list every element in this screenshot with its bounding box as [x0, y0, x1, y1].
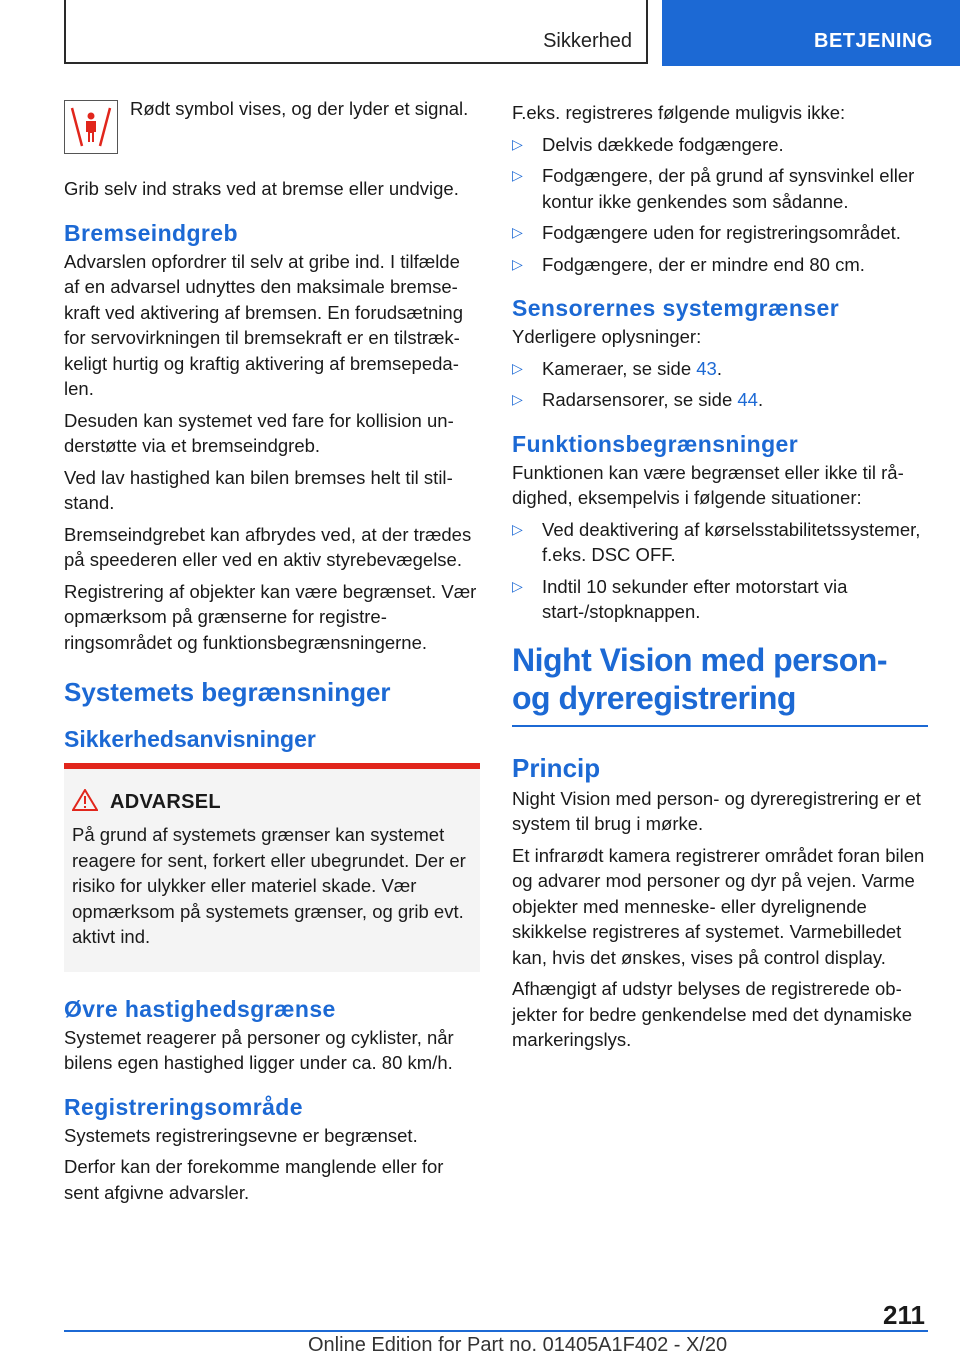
bullet-list	[512, 132, 928, 278]
list-item-text: Indtil 10 sekunder efter motorstart via start-/stopknappen.	[542, 575, 848, 622]
paragraph: Desuden kan systemet ved fare for kollision understøtte via et bremseindgreb.	[64, 409, 454, 456]
list-item	[512, 163, 928, 214]
paragraph: Grib selv ind straks ved at bremse eller undvige.	[64, 178, 459, 199]
bullet-triangle-icon: ▷	[512, 577, 523, 594]
page-link-44[interactable]: 44	[737, 389, 758, 410]
list-item-text: Fodgængere uden for registreringsområdet.	[542, 222, 901, 243]
warning-title: ADVARSEL	[110, 791, 221, 813]
list-item-text: Delvis dækkede fodgængere.	[542, 133, 784, 155]
paragraph: Afhængigt af udstyr belyses de registrerede objekter for bedre genkendelse med det dynamiske markeringslys.	[512, 978, 913, 1050]
list-item	[512, 574, 928, 625]
heading-princip: Princip	[512, 752, 601, 783]
paragraph: Registrering af objekter kan være begrænset. Vær opmærksom på grænserne for registreringsområdet og funktionsbegrænsningerne.	[64, 580, 477, 653]
footer-divider	[64, 1330, 928, 1332]
heading-funktionsbegraensninger: Funktionsbegrænsninger	[512, 430, 799, 457]
chapter-tab[interactable]	[662, 0, 960, 66]
page-number: 211	[883, 1300, 925, 1330]
heading-sikkerhedsanvisninger: Sikkerhedsanvisninger	[64, 726, 316, 752]
paragraph: Yderligere oplysninger:	[512, 326, 702, 347]
chapter-tab-label: BETJENING	[814, 30, 933, 52]
list-item-text: Fodgængere, der på grund af synsvinkel eller kontur ikke genkendes som sådanne.	[542, 165, 915, 212]
symbol-row	[64, 100, 480, 154]
footer-edition: Online Edition for Part no. 01405A1F402 - X/20	[308, 1334, 728, 1356]
bullet-triangle-icon: ▷	[512, 520, 523, 537]
list-item-end: .	[757, 389, 764, 410]
bullet-triangle-icon: ▷	[512, 224, 523, 240]
heading-oevre-hastighedsgraense: Øvre hastighedsgrænse	[64, 995, 336, 1022]
pedestrian-warning-icon	[64, 100, 118, 154]
warning-text: På grund af systemets grænser kan systemet reagere for sent, forkert eller ubegrundet. Der er risiko for ulykker eller materiel skade. Vær opmærksom på systemets grænser, og grib evt. aktivt ind.	[72, 824, 466, 947]
bullet-triangle-icon: ▷	[512, 359, 523, 376]
paragraph: Derfor kan der forekomme manglende eller for sent afgivne advarsler.	[64, 1156, 444, 1203]
bullet-list	[512, 356, 928, 413]
heading-night-vision: Night Vision med person- og dyreregistrering	[512, 641, 928, 727]
paragraph: Advarslen opfordrer til selv at gribe ind. I tilfælde af en advarsel udnyttes den maksimale bremsekraft ved aktivering af bremsen. En forudsætning for servovirkningen til bremsekraft er en tilstrækkeligt hurtig og kraftig aktivering af bremsepedalen.	[64, 250, 463, 399]
header-left-frame	[64, 0, 648, 64]
right-column	[512, 100, 928, 1059]
paragraph: Night Vision med person- og dyreregistrering er et system til brug i mørke.	[512, 787, 921, 834]
paragraph: Funktionen kan være begrænset eller ikke til rådighed, eksempelvis i følgende situationer:	[512, 461, 904, 508]
paragraph: Systemet reagerer på personer og cyklister, når bilens egen hastighed ligger under ca. 80 km/h.	[64, 1026, 454, 1073]
bullet-triangle-icon: ▷	[512, 167, 523, 183]
warning-title-row	[72, 789, 470, 816]
heading-registreringsomraade: Registreringsområde	[64, 1093, 303, 1120]
list-item	[512, 387, 928, 413]
list-item	[512, 356, 928, 382]
symbol-text: Rødt symbol vises, og der lyder et signal.	[130, 98, 469, 119]
paragraph: F.eks. registreres følgende muligvis ikke:	[512, 102, 846, 123]
heading-bremseindgreb: Bremseindgreb	[64, 219, 238, 246]
bullet-triangle-icon: ▷	[512, 255, 523, 272]
list-item	[512, 252, 928, 278]
left-column	[64, 100, 480, 1211]
bullet-list	[512, 517, 928, 625]
bullet-triangle-icon: ▷	[512, 135, 523, 152]
section-title: Sikkerhed	[543, 30, 632, 52]
warning-box	[64, 763, 480, 972]
heading-systemets-begraensninger: Systemets begrænsninger	[64, 677, 391, 707]
list-item-end: .	[716, 357, 722, 379]
page-link-43[interactable]: 43	[696, 357, 717, 379]
heading-sensorernes-systemgraenser: Sensorernes systemgrænser	[512, 295, 840, 321]
warning-triangle-icon	[72, 789, 98, 816]
list-item-text: Ved deaktivering af kørselsstabilitetssystemer, f.eks. DSC OFF.	[542, 518, 921, 565]
list-item-text: Kameraer, se side	[542, 357, 697, 379]
list-item	[512, 132, 928, 158]
paragraph: Systemets registreringsevne er begrænset.	[64, 1124, 418, 1146]
paragraph: Ved lav hastighed kan bilen bremses helt til stilstand.	[64, 466, 453, 513]
bullet-triangle-icon: ▷	[512, 391, 523, 407]
list-item-text: Fodgængere, der er mindre end 80 cm.	[542, 253, 865, 275]
paragraph: Bremseindgrebet kan afbrydes ved, at der trædes på speederen eller ved en aktiv styrebevægelse.	[64, 523, 472, 570]
list-item	[512, 220, 928, 246]
paragraph: Et infrarødt kamera registrerer området foran bilen og advarer mod personer og dyr på vejen. Varme objekter med menneske- eller dyrelignende skikkelse registreres af systemet. Varmebilledet kan, hvis det ønskes, vises på control display.	[512, 844, 925, 968]
list-item-text: Radarsensorer, se side	[542, 389, 738, 410]
list-item	[512, 517, 928, 568]
